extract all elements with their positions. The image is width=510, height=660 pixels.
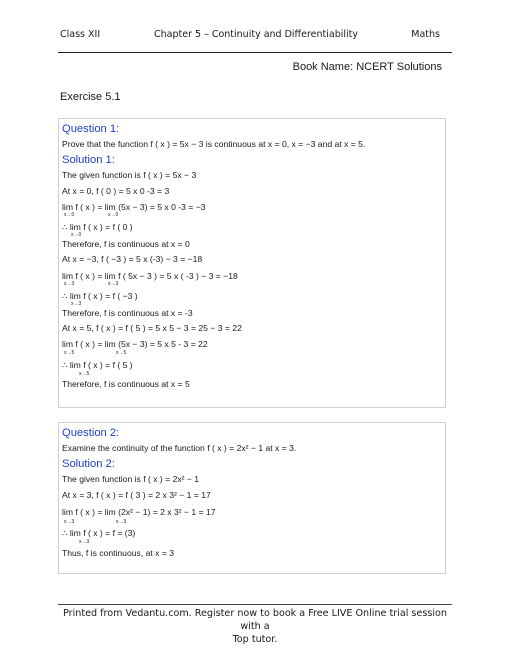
solution-2-title: Solution 2:	[62, 458, 115, 470]
solution-1-line: Therefore, f is continuous at x = 0	[62, 239, 190, 249]
limit-subscript: x→3	[79, 539, 90, 545]
limit-subscript: x→3	[116, 519, 127, 525]
exercise-title: Exercise 5.1	[60, 91, 121, 103]
class-label: Class XII	[60, 29, 101, 40]
question-1-title: Question 1:	[62, 123, 120, 135]
limit-subscript: x→3	[64, 519, 75, 525]
limit-subscript: x→3	[108, 281, 119, 287]
solution-1-line: At x = 0, f ( 0 ) = 5 x 0 -3 = 3	[62, 186, 170, 196]
solution-1-line: lim f ( x ) = lim (5x − 3) = 5 x 5 - 3 = 22	[62, 339, 208, 349]
solution-1-line: ∴ lim f ( x ) = f ( 0 )	[62, 222, 133, 232]
limit-subscript: x→5	[64, 350, 75, 356]
solution-2-line: Thus, f is continuous, at x = 3	[62, 548, 175, 558]
header-divider	[58, 52, 452, 53]
solution-1-line: At x = −3, f ( −3 ) = 5 x (-3) − 3 = −18	[62, 254, 203, 264]
solution-1-line: lim f ( x ) = lim f ( 5x − 3 ) = 5 x ( -3 ) − 3 = −18	[62, 271, 238, 281]
book-name: Book Name: NCERT Solutions	[292, 61, 442, 73]
solution-2-line: At x = 3, f ( x ) = f ( 3 ) = 2 x 3² − 1 = 17	[62, 490, 211, 500]
chapter-title: Chapter 5 – Continuity and Differentiability	[154, 29, 358, 40]
page-footer	[58, 607, 452, 646]
footer-line-1: Printed from Vedantu.com. Register now to book a Free LIVE Online trial session with a	[63, 608, 447, 632]
solution-1-line: At x = 5, f ( x ) = f ( 5 ) = 5 x 5 − 3 = 25 − 3 = 22	[62, 323, 242, 333]
solution-2-line: lim f ( x ) = lim (2x² − 1) = 2 x 3² − 1 = 17	[62, 507, 216, 517]
solution-2-line: ∴ lim f ( x ) = f = (3)	[62, 528, 136, 538]
question-2-title: Question 2:	[62, 427, 120, 439]
footer-divider	[58, 604, 452, 605]
page-header	[58, 29, 452, 45]
solution-2-line: The given function is f ( x ) = 2x² − 1	[62, 474, 200, 484]
subject-label: Maths	[411, 29, 440, 40]
solution-1-line: The given function is f ( x ) = 5x − 3	[62, 170, 197, 180]
question-2-text: Examine the continuity of the function f ( x ) = 2x² − 1 at x = 3.	[62, 443, 297, 453]
solution-1-title: Solution 1:	[62, 154, 115, 166]
solution-1-line: lim f ( x ) = lim (5x − 3) = 5 x 0 -3 = −3	[62, 202, 206, 212]
limit-subscript: x→3	[71, 301, 82, 307]
solution-1-line: ∴ lim f ( x ) = f ( 5 )	[62, 360, 133, 370]
question-2-box	[58, 422, 446, 574]
limit-subscript: x→5	[116, 350, 127, 356]
limit-subscript: x→0	[64, 212, 75, 218]
limit-subscript: x→0	[108, 212, 119, 218]
limit-subscript: x→3	[64, 281, 75, 287]
limit-subscript: x→0	[71, 232, 82, 238]
question-1-text: Prove that the function f ( x ) = 5x − 3 is continuous at x = 0, x = −3 and at x = 5.	[62, 139, 366, 149]
limit-subscript: x→5	[79, 371, 90, 377]
solution-1-line: Therefore, f is continuous at x = -3	[62, 308, 193, 318]
solution-1-line: Therefore, f is continuous at x = 5	[62, 379, 190, 389]
solution-1-line: ∴ lim f ( x ) = f ( −3 )	[62, 291, 138, 301]
question-1-box	[58, 118, 446, 408]
footer-line-2: Top tutor.	[232, 634, 278, 645]
